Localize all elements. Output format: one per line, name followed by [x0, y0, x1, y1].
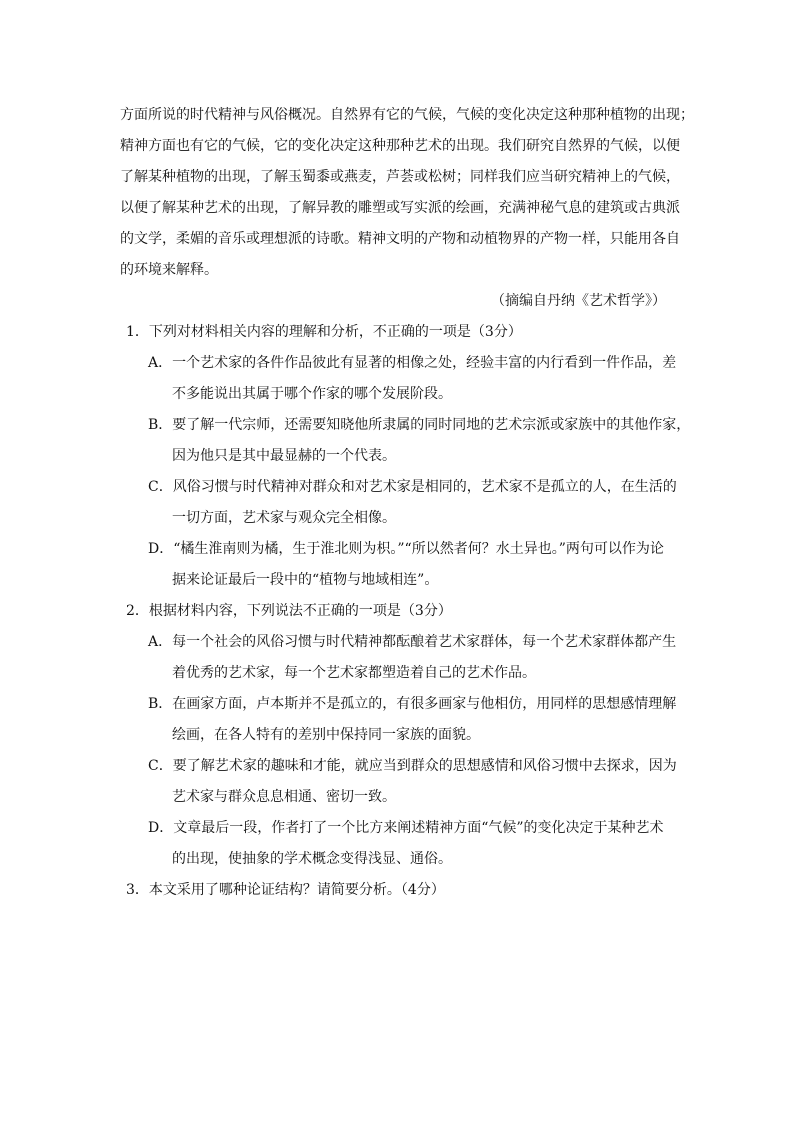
- option-b: [120, 410, 691, 472]
- option-a: [120, 627, 676, 689]
- question-1: [120, 317, 691, 596]
- option-line: A．一个艺术家的各件作品彼此有显著的相像之处，经验丰富的内行看到一件作品，差: [148, 355, 677, 371]
- passage-line: 精神方面也有它的气候，它的变化决定这种那种艺术的出现。我们研究自然界的气候，以便: [120, 138, 680, 154]
- question-stem: 1．下列对材料相关内容的理解和分析，不正确的一项是（3分）: [126, 324, 522, 340]
- option-d: [120, 813, 676, 875]
- option-line: A．每一个社会的风俗习惯与时代精神都酝酿着艺术家群体，每一个艺术家群体都产生: [148, 634, 677, 650]
- question-2: [120, 596, 676, 875]
- question-stem: 3．本文采用了哪种论证结构？请简要分析。（4分）: [126, 882, 445, 898]
- passage-paragraph: [120, 100, 694, 286]
- option-b: [120, 689, 676, 751]
- option-d: [120, 534, 676, 596]
- option-line: C．要了解艺术家的趣味和才能，就应当到群众的思想感情和风俗习惯中去探求，因为: [148, 758, 677, 774]
- option-line: B．在画家方面，卢本斯并不是孤立的，有很多画家与他相仿，用同样的思想感情理解: [148, 696, 677, 712]
- option-a: [120, 348, 676, 410]
- passage-line: 了解某种植物的出现，了解玉蜀黍或燕麦，芦荟或松树；同样我们应当研究精神上的气候，: [120, 169, 680, 185]
- option-line: 因为他只是其中最显赫的一个代表。: [172, 448, 396, 464]
- option-line: 艺术家与群众息息相通、密切一致。: [172, 789, 396, 805]
- passage-line: 方面所说的时代精神与风俗概况。自然界有它的气候，气候的变化决定这种那种植物的出现；: [120, 107, 694, 123]
- option-line: D．“橘生淮南则为橘，生于淮北则为枳。”“所以然者何？水土异也。”两句可以作为论: [148, 541, 664, 557]
- question-stem: 2．根据材料内容，下列说法不正确的一项是（3分）: [126, 603, 452, 619]
- option-line: C．风俗习惯与时代精神对群众和对艺术家是相同的，艺术家不是孤立的人，在生活的: [148, 479, 677, 495]
- option-line: 绘画，在各人特有的差别中保持同一家族的面貌。: [172, 727, 480, 743]
- question-3: [120, 875, 676, 906]
- option-line: 着优秀的艺术家，每一个艺术家都塑造着自己的艺术作品。: [172, 665, 536, 681]
- passage-line: 的环境来解释。: [120, 262, 218, 278]
- option-c: [120, 751, 676, 813]
- passage-line: 以便了解某种艺术的出现，了解异教的雕塑或写实派的绘画，充满神秘气息的建筑或古典派: [120, 200, 680, 216]
- option-line: D．文章最后一段，作者打了一个比方来阐述精神方面“气候”的变化决定于某种艺术: [148, 820, 664, 836]
- option-line: B．要了解一代宗师，还需要知晓他所隶属的同时同地的艺术宗派或家族中的其他作家，: [148, 417, 691, 433]
- option-line: 据来论证最后一段中的“植物与地域相连”。: [172, 572, 439, 588]
- passage-line: 的文学，柔媚的音乐或理想派的诗歌。精神文明的产物和动植物界的产物一样，只能用各自: [120, 231, 680, 247]
- option-c: [120, 472, 676, 534]
- option-line: 一切方面，艺术家与观众完全相像。: [172, 510, 396, 526]
- option-line: 的出现，使抽象的学术概念变得浅显、通俗。: [172, 851, 452, 867]
- option-line: 不多能说出其属于哪个作家的哪个发展阶段。: [172, 386, 452, 402]
- passage-source: （摘编自丹纳《艺术哲学》）: [491, 293, 666, 309]
